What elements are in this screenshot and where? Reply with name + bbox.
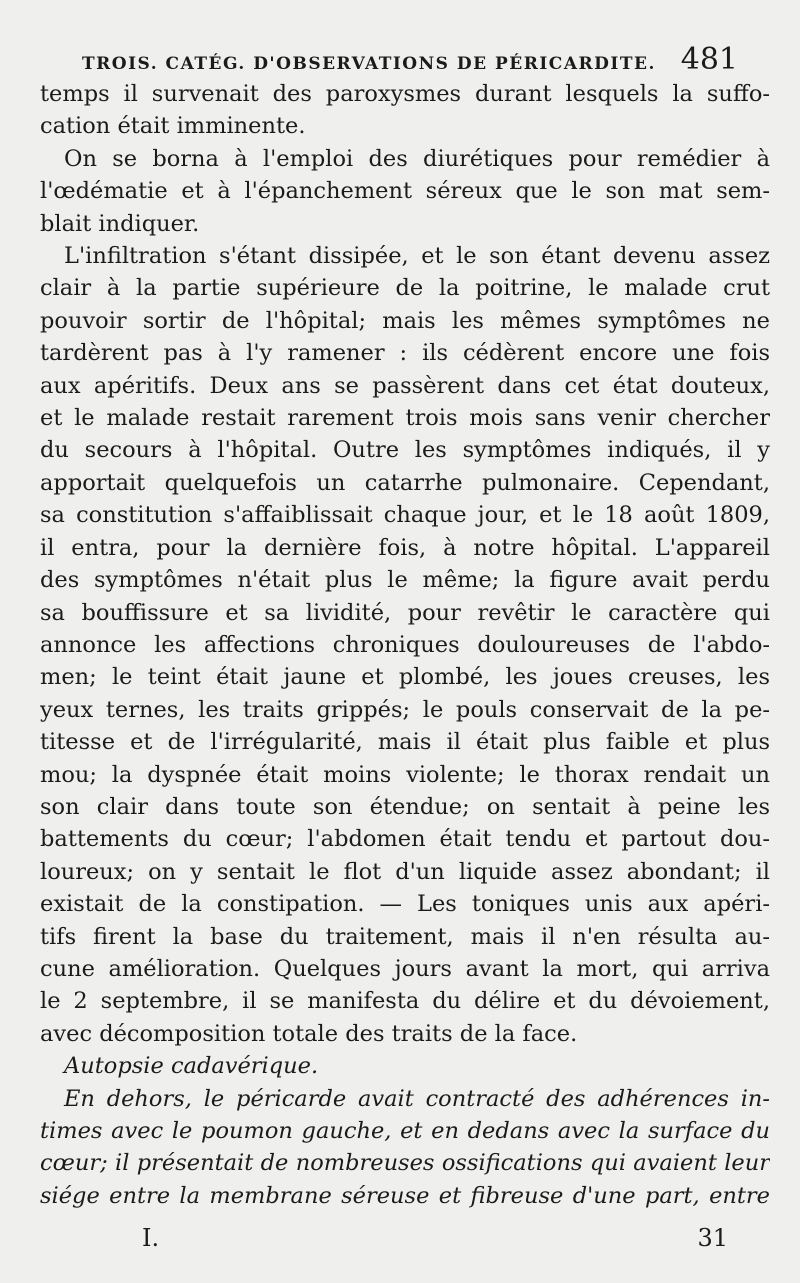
text-line: yeux ternes, les traits grippés; le pouls conservait de la pe-	[40, 696, 770, 723]
text-line: et le malade restait rarement trois mois sans venir chercher	[40, 405, 770, 432]
text-line: existait de la constipation. — Les toniques unis aux apéri-	[40, 891, 770, 918]
running-head	[82, 42, 738, 77]
text-line: le 2 septembre, il se manifesta du délire et du dévoiement,	[40, 988, 770, 1015]
text-line: avec décomposition totale des traits de la face.	[40, 1020, 578, 1047]
text-line: Autopsie cadavérique.	[64, 1053, 319, 1080]
text-line: tifs firent la base du traitement, mais il n'en résulta au-	[40, 923, 770, 950]
text-line: clair à la partie supérieure de la poitrine, le malade crut	[40, 275, 770, 302]
page-number: 481	[680, 42, 738, 77]
body-text	[40, 78, 770, 1212]
text-line: blait indiquer.	[40, 210, 200, 237]
text-line: cune amélioration. Quelques jours avant la mort, qui arriva	[40, 955, 770, 982]
text-line: En dehors, le péricarde avait contracté des adhérences in-	[64, 1085, 770, 1112]
text-line: son clair dans toute son étendue; on sentait à peine les	[40, 793, 770, 820]
running-head-title: TROIS. CATÉG. D'OBSERVATIONS DE PÉRICARDITE.	[82, 54, 656, 74]
text-line: du secours à l'hôpital. Outre les symptômes indiqués, il y	[40, 437, 770, 464]
text-line: battements du cœur; l'abdomen était tendu et partout dou-	[40, 826, 770, 853]
text-line: il entra, pour la dernière fois, à notre hôpital. L'appareil	[40, 534, 770, 561]
text-line: On se borna à l'emploi des diurétiques pour remédier à	[64, 145, 770, 172]
text-line: sa bouffissure et sa lividité, pour revêtir le caractère qui	[40, 599, 770, 626]
signature-number: 31	[697, 1224, 728, 1252]
text-line: annonce les affections chroniques douloureuses de l'abdo-	[40, 631, 770, 658]
text-line: l'œdématie et à l'épanchement séreux que le son mat sem-	[40, 178, 770, 205]
text-line: men; le teint était jaune et plombé, les joues creuses, les	[40, 664, 770, 691]
text-line: pouvoir sortir de l'hôpital; mais les mêmes symptômes ne	[40, 307, 770, 334]
text-line: siége entre la membrane séreuse et fibreuse d'une part, entre	[40, 1182, 770, 1209]
text-line: sa constitution s'affaiblissait chaque jour, et le 18 août 1809,	[40, 502, 770, 529]
text-line: titesse et de l'irrégularité, mais il était plus faible et plus	[40, 729, 770, 756]
text-line: aux apéritifs. Deux ans se passèrent dans cet état douteux,	[40, 372, 770, 399]
text-line: apportait quelquefois un catarrhe pulmonaire. Cependant,	[40, 469, 770, 496]
signature-mark: I.	[142, 1224, 160, 1252]
page-footer	[142, 1224, 728, 1252]
text-line: loureux; on y sentait le flot d'un liquide assez abondant; il	[40, 858, 770, 885]
text-line: temps il survenait des paroxysmes durant lesquels la suffo-	[40, 81, 770, 107]
text-line: L'infiltration s'étant dissipée, et le son étant devenu assez	[64, 243, 770, 270]
text-line: tardèrent pas à l'y ramener : ils cédèrent encore une fois	[40, 340, 770, 367]
text-line: mou; la dyspnée était moins violente; le thorax rendait un	[40, 761, 770, 788]
text-line: cœur; il présentait de nombreuses ossifications qui avaient leur	[40, 1150, 770, 1177]
text-line: cation était imminente.	[40, 113, 306, 140]
text-line: times avec le poumon gauche, et en dedans avec la surface du	[40, 1118, 770, 1144]
text-line: des symptômes n'était plus le même; la figure avait perdu	[40, 567, 770, 594]
